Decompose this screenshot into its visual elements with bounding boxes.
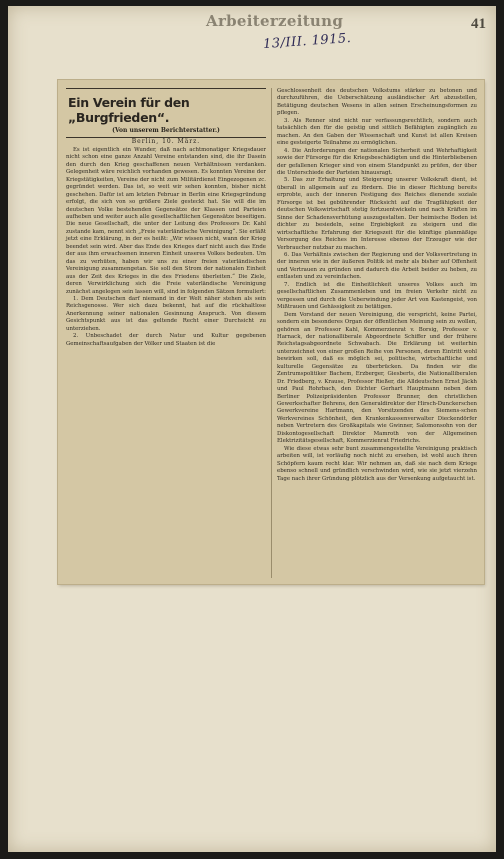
body-paragraph: Dem Vorstand der neuen Vereinigung, die verspricht, keine Partei, sondern ein besonderes Organ der öffentlichen Meinung sein zu wollen, gehören an Professor Kahl, Kommerzienrat v. Borsig, Professor v. Harnack, der nationalliberale Abgeordnete Schiffer und der frühere Reichstagsabgeordnete Schwabach. Die Erklärung ist weiterhin unterzeichnet von einer großen Reihe von Personen, deren Eintritt wohl bewirken soll, daß es möglich sei, politische, wirtschaftliche und kulturelle Gegensätze zu überbrücken. Da finden wir die Zentrumspolitiker Bachem, Erzberger, Giesberts, die Nationalliberalen Dr. Friedberg, v. Krause, Professor Rießer, die Alldeutschen Ernst Jäckh und Paul Rohrbach, den Dichter Gerhart Hauptmann neben dem Berliner Polizeipräsidenten Professor Brunner, den christlichen Gewerkschafter Behrens, den Generaldirektor der Hirsch-Dunckerschen Gewerkvereine Hartmann, den Vorsitzenden des Siemens-schen Werkvereines Schönheit, den Krankenkassenverwalter Dieckendörfer neben Vertretern des Großkapitals wie Gwinner, Salomonsohn von der Diskontogesellschaft Direktor Mamroth von der Allgemeinen Elektrizitätsgesellschaft, Kommerzienrat Friedrichs. <box>277 311 477 445</box>
handwritten-date: 13/III. 1915. <box>262 30 352 53</box>
headline-rule <box>66 88 266 89</box>
body-paragraph: 1. Dem Deutschen darf niemand in der Welt näher stehen als sein Reichsgenosse. Wer sich dazu bekennt, hat auf die rückhaltlose Anerkennung seiner nationalen Gesinnung Anspruch. Von diesem Gesichtspunkt aus ist das geltende Recht einer Durchsicht zu unterziehen. <box>66 295 266 332</box>
newspaper-masthead: Arbeiterzeitung <box>206 12 344 30</box>
right-column <box>277 88 477 483</box>
body-paragraph: 6. Das Verhältnis zwischen der Regierung und der Volksvertretung in der inneren wie in der äußeren Politik ist mehr als bisher auf Offenheit und Vertrauen zu gründen und dadurch die Arbeit beider zu heben, zu entlasten und zu vereinfachen. <box>277 251 477 281</box>
body-paragraph: Geschlossenheit des deutschen Volkstums stärker zu betonen und durchzuführen, die Ueberschätzung ausländischer Art abzustellen, Betätigung deutschen Wesens in allen seinen Erscheinungsformen zu pflegen. <box>277 88 477 117</box>
left-column <box>66 88 266 348</box>
body-paragraph: Es ist eigentlich ein Wunder, daß nach achtmonatiger Kriegsdauer nicht schon eine ganze Anzahl Vereine entstanden sind, die ihr Dasein den durch den Krieg geschaffenen neuen Verhältnissen verdanken. Gelegenheit wäre reichlich vorhanden gewesen. Es konnten Vereine der Kriegstätigkeiten, Vereine der nicht zum Militärdienst Eingezogenen zc. gegründet werden. Das ist, so weit wir sehen konnten, bisher nicht geschehen. Dafür ist am letzten Februar in Berlin eine Kriegsgründung erfolgt, die sich von so größere Ziele gesteckt hat. Sie will die im deutschen Volke bestehenden Gegensätze der Klassen und Parteien aufheben und weiter auch alle gesellschaftlichen Gegensätze beseitigen. Die neue Gesellschaft, die unter der Leitung des Professors Dr. Kahl zustande kam, nennt sich „Freie vaterländische Vereinigung“. Sie erläßt jetzt eine Erklärung, in der es heißt: „Wir wissen nicht, wann der Krieg beendet sein wird. Aber das Ende des Krieges darf nicht auch das Ende der aus ihm erwachsenen inneren Einheit unseres Volkes bedeuten. Um das zu verhüten, haben wir uns zu einer freien vaterländischen Vereinigung zusammengetan. Sie soll den Strom der nationalen Einheit aus der Zeit des Krieges in die des Friedens überleiten.“ Die Ziele, deren Verwirklichung sich die Freie vaterländische Vereinigung zunächst angelegen sein lassen will, sind in folgenden Sätzen formuliert: <box>66 146 266 295</box>
page-number: 41 <box>471 16 486 32</box>
archive-page <box>8 6 496 852</box>
body-paragraph: 7. Endlich ist die Einheitlichkeit unseres Volkes auch im gesellschaftlichen Zusammenleben und im freien Verkehr nicht zu vergessen und durch die Ueberwindung jeder Art von Kastengeist, von Mißtrauen und Gehässigkeit zu betätigen. <box>277 281 477 311</box>
column-divider <box>271 88 272 578</box>
body-paragraph: Wie diese etwas sehr bunt zusammengestellte Vereinigung praktisch arbeiten will, ist vorläufig noch nicht zu ersehen, ist wohl auch ihren Schöpfern kaum recht klar. Wir nehmen an, daß sie nach dem Kriege ebenso schnell und gründlich verschwinden wird, wie sie jetzt vierzehn Tage nach ihrer Gründung plötzlich aus der Versenkung aufgetaucht ist. <box>277 445 477 482</box>
body-paragraph: 3. Als Renner sind nicht nur verfassungsrechtlich, sondern auch tatsächlich den für die geistig und sittlich Befähigten zugänglich zu machen. An den Gaben der Wissenschaft und Kunst ist allen Kreisen eine gesteigerte Teilnahme zu ermöglichen. <box>277 117 477 147</box>
article-headline: Ein Verein für den „Burgfrieden“. <box>68 95 190 125</box>
body-paragraph: 4. Die Anforderungen der nationalen Sicherheit und Wehrhaftigkeit sowie der Fürsorge für die Kriegsbeschädigten und die Hinterbliebenen der gefallenen Krieger sind von einem Standpunkt zu prüfen, der über die Unterschiede der Parteien hinausragt. <box>277 147 477 176</box>
newspaper-clipping <box>58 80 484 584</box>
article-subhead: (Von unserem Berichterstatter.) <box>112 127 220 134</box>
article-dateline: Berlin, 10. März. <box>131 138 201 146</box>
body-paragraph: 5. Das zur Erhaltung und Steigerung unserer Volkskraft dient, ist überall in allgemein auf zu fördern. Die in dieser Richtung bereits erprobte, auch der inneren Festigung des Reiches dienende soziale Fürsorge ist bei gebührender Rücksicht auf die Tragfähigkeit der deutschen Volkswirtschaft stetig fortzuentwickeln und nach Kräften im Sinne der Schadensverhütung auszugestalten. Der heimische Boden ist dichter zu besiedeln, seine Ergiebigkeit zu steigern und die wirtschaftliche Erfahrung der Kriegszeit für die künftige planmäßige Versorgung des Reiches im Interesse ebenso der Erzeuger wie der Verbraucher nutzbar zu machen. <box>277 177 477 251</box>
body-paragraph: 2. Unbeschadet der durch Natur und Kultur gegebenen Gemeinschaftsaufgaben der Völker und Staaten ist die <box>66 333 266 347</box>
